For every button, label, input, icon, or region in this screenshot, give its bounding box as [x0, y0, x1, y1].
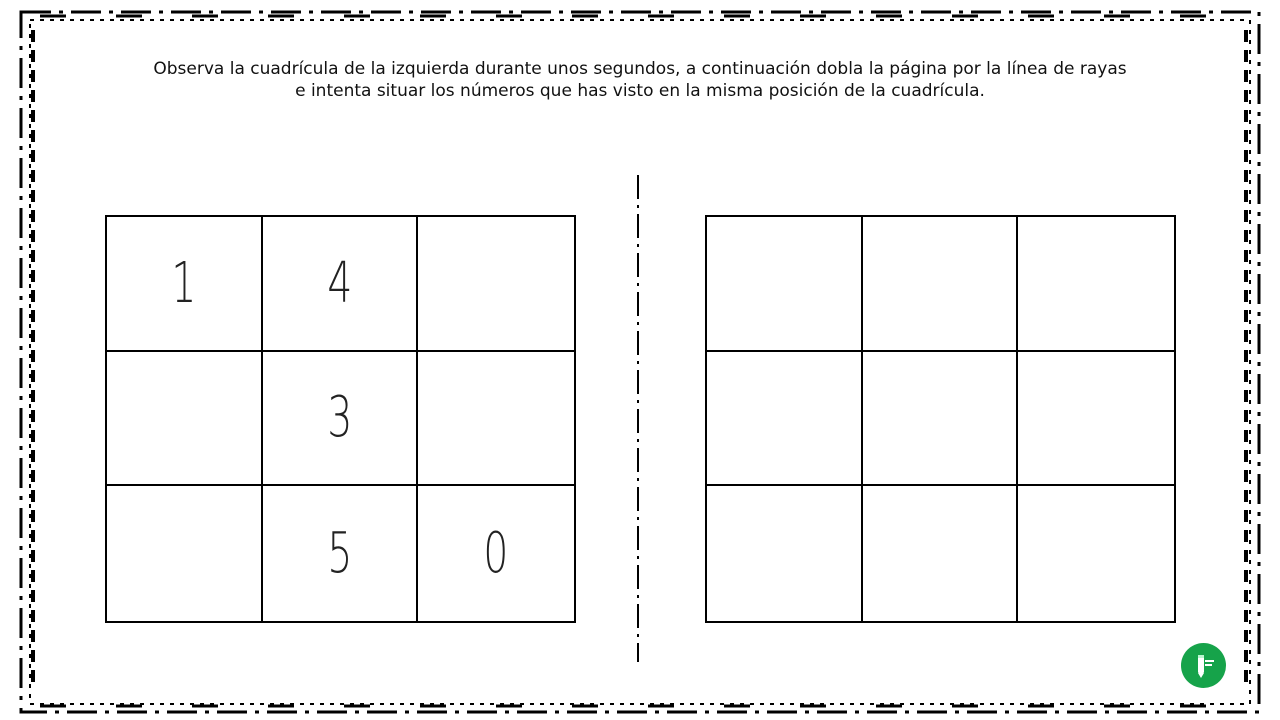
answer-cell[interactable] — [863, 217, 1019, 352]
answer-cell[interactable] — [1018, 352, 1174, 487]
answer-cell[interactable] — [863, 352, 1019, 487]
answer-cell[interactable] — [1018, 486, 1174, 621]
instructions-line-2: e intenta situar los números que has visto en la misma posición de la cuadrícula. — [295, 81, 985, 101]
grid-cell — [418, 352, 574, 487]
answer-cell[interactable] — [1018, 217, 1174, 352]
grid-cell — [263, 217, 419, 352]
cell-number: 4 — [327, 250, 352, 316]
instructions-line-1: Observa la cuadrícula de la izquierda durante unos segundos, a continuación dobla la página por la línea de rayas — [153, 59, 1127, 79]
grid-cell — [263, 352, 419, 487]
answer-cell[interactable] — [707, 217, 863, 352]
cell-number: 5 — [327, 521, 352, 587]
answer-cell[interactable] — [863, 486, 1019, 621]
grid-cell — [418, 217, 574, 352]
answer-cell[interactable] — [707, 486, 863, 621]
grid-cell — [418, 486, 574, 621]
memory-grid-left — [105, 215, 576, 623]
pencil-icon — [1189, 651, 1219, 681]
answer-grid-right — [705, 215, 1176, 623]
answer-cell[interactable] — [707, 352, 863, 487]
cell-number: 3 — [327, 385, 352, 451]
cell-number: 0 — [483, 521, 509, 587]
cell-number: 1 — [171, 250, 197, 316]
grid-cell — [107, 352, 263, 487]
grid-cell — [263, 486, 419, 621]
grid-cell — [107, 486, 263, 621]
pencil-logo-icon — [1181, 643, 1226, 688]
grid-cell — [107, 217, 263, 352]
